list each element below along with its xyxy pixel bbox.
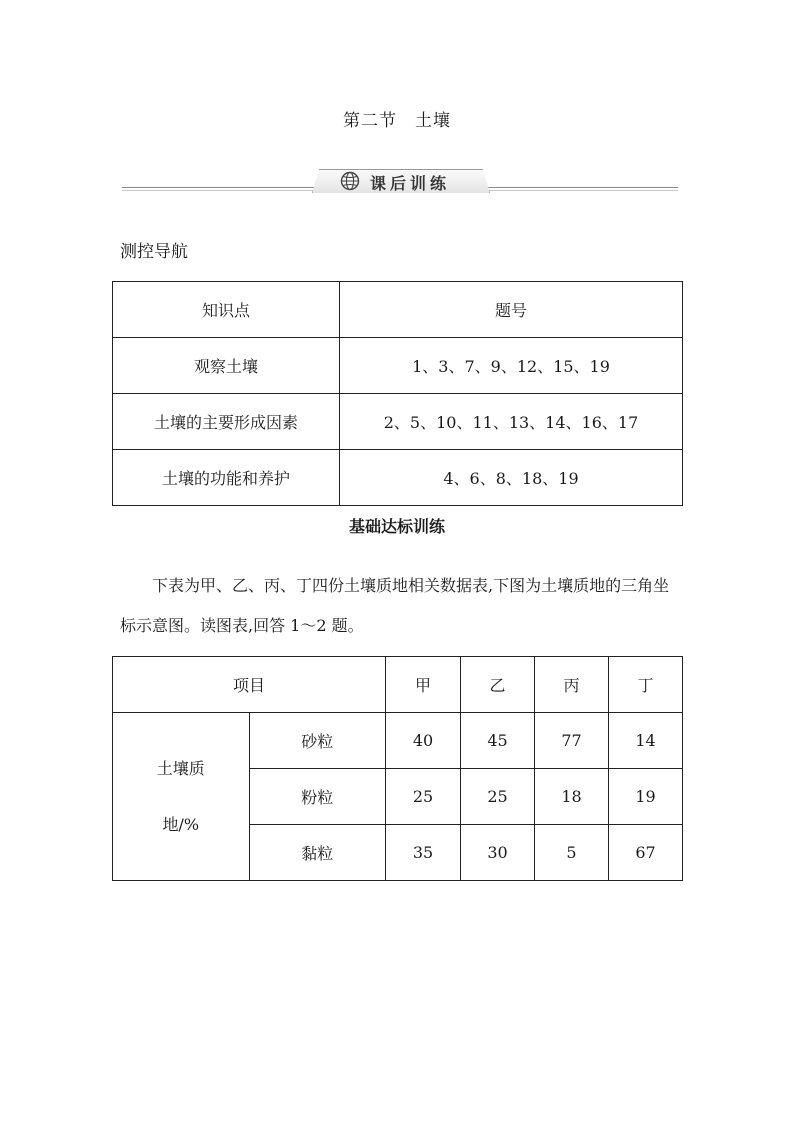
table-cell: 19 xyxy=(609,769,683,825)
table-row xyxy=(113,338,683,394)
sub-title: 基础达标训练 xyxy=(348,517,445,536)
nav-table xyxy=(112,281,683,506)
table-cell: 1、3、7、9、12、15、19 xyxy=(340,338,683,394)
table-cell: 77 xyxy=(535,713,609,769)
table-header-cell: 丙 xyxy=(535,657,609,713)
table-cell: 45 xyxy=(461,713,535,769)
group-label-cell xyxy=(113,713,250,881)
table-cell: 35 xyxy=(386,825,461,881)
table-cell: 2、5、10、11、13、14、16、17 xyxy=(340,394,683,450)
table-cell: 40 xyxy=(386,713,461,769)
row-label-cell: 砂粒 xyxy=(249,713,386,769)
soil-data-table xyxy=(112,656,683,881)
table-cell: 67 xyxy=(609,825,683,881)
table-header-row xyxy=(113,657,683,713)
section-heading: 测控导航 xyxy=(120,242,188,262)
table-cell: 土壤的主要形成因素 xyxy=(113,394,340,450)
banner-label: 课后训练 xyxy=(370,174,451,193)
page-title: 第二节 土壤 xyxy=(343,111,451,131)
table-header-cell: 乙 xyxy=(461,657,535,713)
table-row xyxy=(113,713,683,769)
table-header-row xyxy=(113,282,683,338)
question-paragraph: 下表为甲、乙、丙、丁四份土壤质地相关数据表,下图为土壤质地的三角坐标示意图。读图表,回答 1～2 题。 xyxy=(120,576,670,635)
row-label-cell: 粉粒 xyxy=(249,769,386,825)
globe-icon xyxy=(340,171,360,191)
table-cell: 25 xyxy=(461,769,535,825)
table-cell: 5 xyxy=(535,825,609,881)
table-cell: 14 xyxy=(609,713,683,769)
table-cell: 25 xyxy=(386,769,461,825)
table-cell: 18 xyxy=(535,769,609,825)
group-label-line: 地/% xyxy=(162,814,200,834)
group-label-line: 土壤质 xyxy=(156,758,205,778)
table-cell: 30 xyxy=(461,825,535,881)
table-header-cell: 知识点 xyxy=(113,282,340,338)
table-cell: 4、6、8、18、19 xyxy=(340,450,683,506)
table-row xyxy=(113,450,683,506)
table-cell: 观察土壤 xyxy=(113,338,340,394)
table-header-cell: 丁 xyxy=(609,657,683,713)
table-cell: 土壤的功能和养护 xyxy=(113,450,340,506)
table-header-cell: 甲 xyxy=(386,657,461,713)
table-header-cell: 题号 xyxy=(340,282,683,338)
row-label-cell: 黏粒 xyxy=(249,825,386,881)
table-row xyxy=(113,394,683,450)
table-header-cell: 项目 xyxy=(113,657,386,713)
